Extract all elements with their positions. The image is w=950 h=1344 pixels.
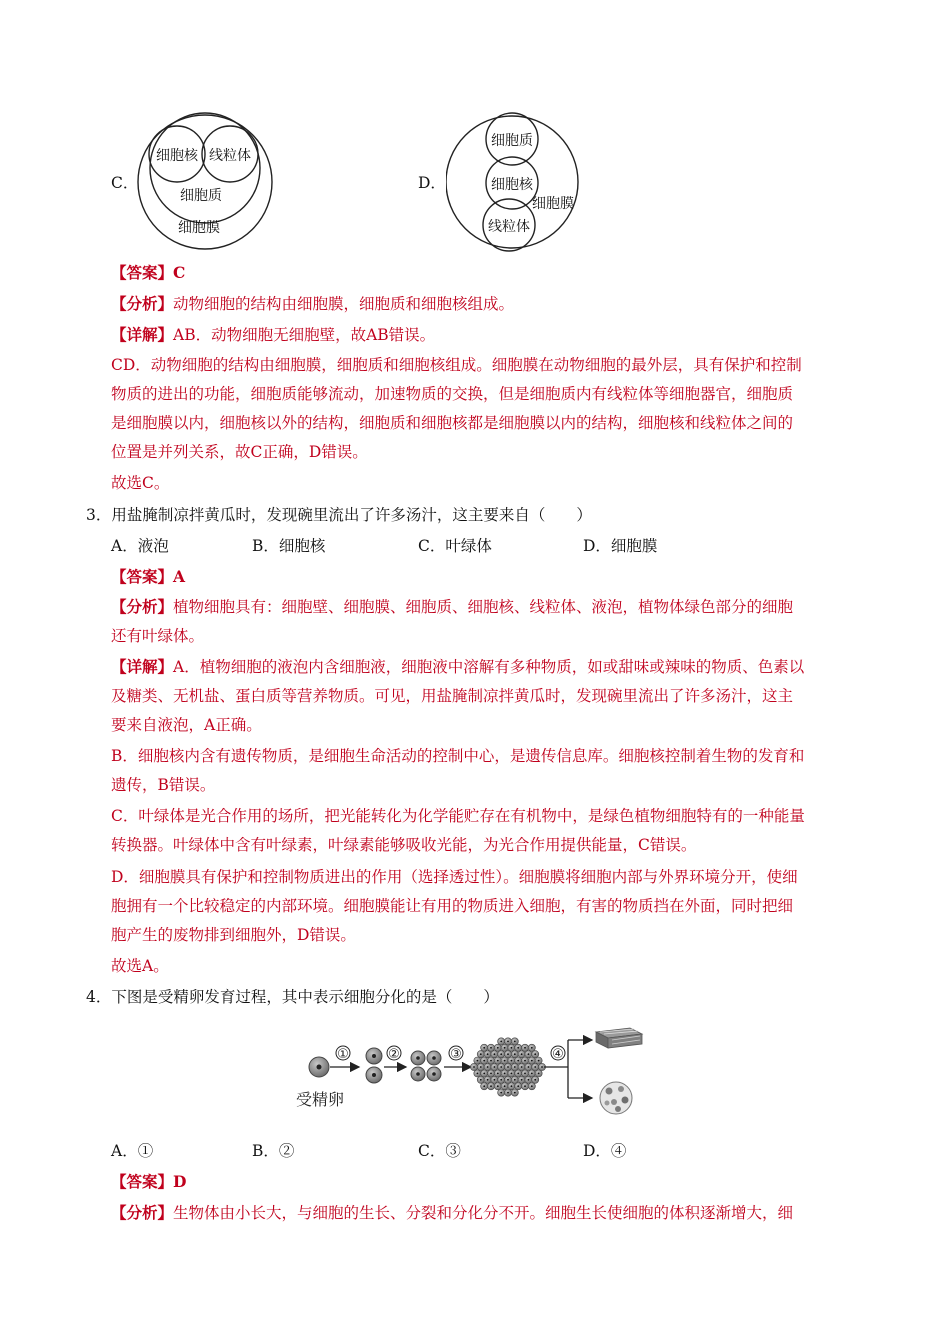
mass-cell-nucleus bbox=[514, 1092, 516, 1094]
q4-option-b: B．② bbox=[252, 1142, 295, 1160]
detail-text: C．叶绿体是光合作用的场所，把光能转化为化学能贮存在有机物中，是绿色植物细胞特有的一种能量 bbox=[111, 807, 805, 825]
detail-text: AB．动物细胞无细胞壁，故AB错误。 bbox=[173, 326, 436, 344]
detail-text: 位置是并列关系，故C正确，D错误。 bbox=[111, 443, 368, 461]
detail-text: 物质的进出的功能，细胞质能够流动，加速物质的交换，但是细胞质内有线粒体等细胞器官，细胞质 bbox=[111, 385, 794, 403]
mass-cell-nucleus bbox=[500, 1079, 502, 1081]
mass-cell-nucleus bbox=[534, 1053, 536, 1055]
q2-answer-line bbox=[111, 263, 185, 283]
q2-detail-line bbox=[111, 325, 435, 345]
mass-cell-nucleus bbox=[504, 1085, 506, 1087]
diagram-d-mitochondria: 线粒体 bbox=[488, 219, 530, 235]
step-1-label: ① bbox=[337, 1047, 349, 1062]
mass-cell-nucleus bbox=[517, 1073, 519, 1075]
mass-cell-nucleus bbox=[494, 1053, 496, 1055]
mass-cell-nucleus bbox=[504, 1060, 506, 1062]
cell-mass bbox=[470, 1038, 545, 1096]
mass-cell-nucleus bbox=[507, 1053, 509, 1055]
mass-cell-nucleus bbox=[538, 1060, 540, 1062]
mass-cell-nucleus bbox=[504, 1073, 506, 1075]
q4-option-c: C．③ bbox=[418, 1142, 461, 1160]
mass-cell-nucleus bbox=[521, 1053, 523, 1055]
two-cell-stage bbox=[366, 1048, 382, 1083]
mass-cell-nucleus bbox=[514, 1053, 516, 1055]
mass-cell-nucleus bbox=[497, 1085, 499, 1087]
mass-cell-nucleus bbox=[497, 1047, 499, 1049]
q3-option-d: D．细胞膜 bbox=[583, 537, 658, 555]
mass-cell-nucleus bbox=[500, 1092, 502, 1094]
analysis-text: 生物体由小长大，与细胞的生长、分裂和分化分不开。细胞生长使细胞的体积逐渐增大，细 bbox=[173, 1204, 794, 1222]
diagram-c bbox=[135, 112, 275, 252]
question-number: 3． bbox=[86, 506, 112, 524]
zygote-development-figure bbox=[292, 1018, 644, 1124]
q3-option-a: A．液泡 bbox=[111, 537, 169, 555]
mass-cell-nucleus bbox=[531, 1085, 533, 1087]
detail-text: A．植物细胞的液泡内含细胞液，细胞液中溶解有多种物质，如或甜味或辣味的物质、色素以 bbox=[173, 658, 805, 676]
mass-cell-nucleus bbox=[511, 1085, 513, 1087]
mass-cell-nucleus bbox=[500, 1041, 502, 1043]
mass-cell-nucleus bbox=[473, 1066, 475, 1068]
conclusion-text: 故选A。 bbox=[111, 957, 169, 975]
q4-option-d: D．④ bbox=[583, 1142, 627, 1160]
mass-cell-nucleus bbox=[480, 1079, 482, 1081]
mass-cell-nucleus bbox=[500, 1066, 502, 1068]
mass-cell-nucleus bbox=[511, 1060, 513, 1062]
mass-cell-nucleus bbox=[524, 1060, 526, 1062]
mass-cell-nucleus bbox=[504, 1047, 506, 1049]
mass-cell-nucleus bbox=[531, 1060, 533, 1062]
diagram-d bbox=[446, 112, 586, 252]
mass-cell-nucleus bbox=[507, 1092, 509, 1094]
detail-text: CD．动物细胞的结构由细胞膜，细胞质和细胞核组成。细胞膜在动物细胞的最外层，具有保护和控制 bbox=[111, 356, 802, 374]
mass-cell-nucleus bbox=[511, 1073, 513, 1075]
mass-cell-nucleus bbox=[521, 1079, 523, 1081]
step-3-label: ③ bbox=[450, 1047, 462, 1062]
q4-answer-line bbox=[111, 1172, 186, 1192]
mass-cell-nucleus bbox=[497, 1073, 499, 1075]
mass-cell-nucleus bbox=[507, 1066, 509, 1068]
mass-cell-nucleus bbox=[514, 1066, 516, 1068]
mass-cell-nucleus bbox=[507, 1041, 509, 1043]
detail-tag: 【详解】 bbox=[111, 657, 174, 676]
diagram-c-nucleus: 细胞核 bbox=[156, 148, 198, 164]
answer-value: C bbox=[173, 263, 186, 282]
mass-cell-nucleus bbox=[497, 1060, 499, 1062]
step-4-label: ④ bbox=[552, 1047, 564, 1062]
q3-analysis-line bbox=[111, 597, 793, 617]
mass-cell-nucleus bbox=[483, 1073, 485, 1075]
mass-cell-nucleus bbox=[480, 1053, 482, 1055]
mass-cell-nucleus bbox=[528, 1066, 530, 1068]
mass-cell-nucleus bbox=[494, 1066, 496, 1068]
mass-cell-nucleus bbox=[500, 1053, 502, 1055]
zygote-label: 受精卵 bbox=[296, 1090, 345, 1109]
mass-cell-nucleus bbox=[490, 1073, 492, 1075]
detail-text: 及糖类、无机盐、蛋白质等营养物质。可见，用盐腌制凉拌黄瓜时，发现碗里流出了许多汤汁，这主 bbox=[111, 687, 794, 705]
question-stem: 用盐腌制凉拌黄瓜时，发现碗里流出了许多汤汁，这主要来自（ ） bbox=[111, 506, 592, 524]
mass-cell-nucleus bbox=[483, 1085, 485, 1087]
mass-cell-nucleus bbox=[507, 1079, 509, 1081]
detail-text: 转换器。叶绿体中含有叶绿素，叶绿素能够吸收光能，为光合作用提供能量，C错误。 bbox=[111, 836, 697, 854]
detail-text: 遗传，B错误。 bbox=[111, 776, 216, 794]
diagram-d-nucleus: 细胞核 bbox=[491, 177, 533, 193]
mass-cell-nucleus bbox=[517, 1085, 519, 1087]
detail-text: D．细胞膜具有保护和控制物质进出的作用（选择透过性）。细胞膜将细胞内部与外界环境分开，使细 bbox=[111, 868, 798, 886]
mass-cell-nucleus bbox=[494, 1079, 496, 1081]
mass-cell-nucleus bbox=[477, 1073, 479, 1075]
mass-cell-nucleus bbox=[534, 1066, 536, 1068]
q3-stem-line bbox=[86, 505, 592, 525]
q4-analysis-line bbox=[111, 1203, 793, 1223]
analysis-text: 还有叶绿体。 bbox=[111, 627, 205, 645]
mass-cell-nucleus bbox=[487, 1079, 489, 1081]
q4-stem-line bbox=[86, 987, 499, 1007]
detail-text: B．细胞核内含有遗传物质，是细胞生命活动的控制中心，是遗传信息库。细胞核控制着生物的发育和 bbox=[111, 747, 805, 765]
answer-tag: 【答案】 bbox=[111, 567, 174, 586]
mass-cell-nucleus bbox=[531, 1047, 533, 1049]
diagram-d-membrane: 细胞膜 bbox=[532, 196, 574, 212]
mass-cell-nucleus bbox=[511, 1047, 513, 1049]
mass-cell-nucleus bbox=[514, 1079, 516, 1081]
detail-tag: 【详解】 bbox=[111, 325, 174, 344]
analysis-tag: 【分析】 bbox=[111, 294, 174, 313]
answer-tag: 【答案】 bbox=[111, 263, 174, 282]
mass-cell-nucleus bbox=[534, 1079, 536, 1081]
mass-cell-nucleus bbox=[490, 1085, 492, 1087]
diagram-c-cytoplasm: 细胞质 bbox=[180, 188, 222, 204]
mass-cell-nucleus bbox=[487, 1053, 489, 1055]
mass-cell-nucleus bbox=[483, 1060, 485, 1062]
mass-cell-nucleus bbox=[541, 1066, 543, 1068]
analysis-tag: 【分析】 bbox=[111, 1203, 174, 1222]
diagram-c-mitochondria: 线粒体 bbox=[209, 148, 251, 164]
diagram-d-cytoplasm: 细胞质 bbox=[491, 133, 533, 149]
mass-cell-nucleus bbox=[524, 1047, 526, 1049]
detail-text: 要来自液泡，A正确。 bbox=[111, 716, 262, 734]
mass-cell-nucleus bbox=[528, 1079, 530, 1081]
question-number: 4． bbox=[86, 988, 112, 1006]
q3-option-b: B．细胞核 bbox=[252, 537, 326, 555]
mass-cell-nucleus bbox=[514, 1041, 516, 1043]
detail-text: 胞产生的废物排到细胞外，D错误。 bbox=[111, 926, 356, 944]
mass-cell-nucleus bbox=[490, 1060, 492, 1062]
mass-cell-nucleus bbox=[528, 1053, 530, 1055]
zygote-cell bbox=[309, 1057, 329, 1077]
blood-cells-icon bbox=[600, 1082, 632, 1114]
step-2-label: ② bbox=[388, 1047, 400, 1062]
mass-cell-nucleus bbox=[480, 1066, 482, 1068]
mass-cell-nucleus bbox=[538, 1073, 540, 1075]
option-c-label: C． bbox=[111, 174, 139, 192]
q3-option-c: C．叶绿体 bbox=[418, 537, 492, 555]
question-stem: 下图是受精卵发育过程，其中表示细胞分化的是（ ） bbox=[111, 988, 499, 1006]
answer-tag: 【答案】 bbox=[111, 1172, 174, 1191]
mass-cell-nucleus bbox=[517, 1047, 519, 1049]
mass-cell-nucleus bbox=[483, 1047, 485, 1049]
answer-value: D bbox=[173, 1172, 187, 1191]
mass-cell-nucleus bbox=[477, 1060, 479, 1062]
analysis-text: 植物细胞具有：细胞壁、细胞膜、细胞质、细胞核、线粒体、液泡，植物体绿色部分的细胞 bbox=[173, 598, 794, 616]
q2-analysis-line bbox=[111, 294, 514, 314]
answer-value: A bbox=[173, 567, 186, 586]
four-cell-stage bbox=[411, 1051, 441, 1081]
q3-answer-line bbox=[111, 567, 185, 587]
analysis-text: 动物细胞的结构由细胞膜，细胞质和细胞核组成。 bbox=[173, 295, 515, 313]
mass-cell-nucleus bbox=[517, 1060, 519, 1062]
muscle-tissue-icon bbox=[596, 1028, 642, 1048]
detail-text: 胞拥有一个比较稳定的内部环境。细胞膜能让有用的物质进入细胞，有害的物质挡在外面，同时把细 bbox=[111, 897, 794, 915]
analysis-tag: 【分析】 bbox=[111, 597, 174, 616]
mass-cell-nucleus bbox=[521, 1066, 523, 1068]
q4-option-a: A．① bbox=[111, 1142, 154, 1160]
mass-cell-nucleus bbox=[524, 1085, 526, 1087]
detail-text: 是细胞膜以内，细胞核以外的结构，细胞质和细胞核都是细胞膜以内的结构，细胞核和线粒体之间的 bbox=[111, 414, 794, 432]
q3-detail-line bbox=[111, 657, 804, 677]
option-d-label: D． bbox=[418, 174, 446, 192]
conclusion-text: 故选C。 bbox=[111, 474, 170, 492]
diagram-c-membrane: 细胞膜 bbox=[178, 220, 220, 236]
mass-cell-nucleus bbox=[490, 1047, 492, 1049]
mass-cell-nucleus bbox=[487, 1066, 489, 1068]
mass-cell-nucleus bbox=[524, 1073, 526, 1075]
mass-cell-nucleus bbox=[531, 1073, 533, 1075]
